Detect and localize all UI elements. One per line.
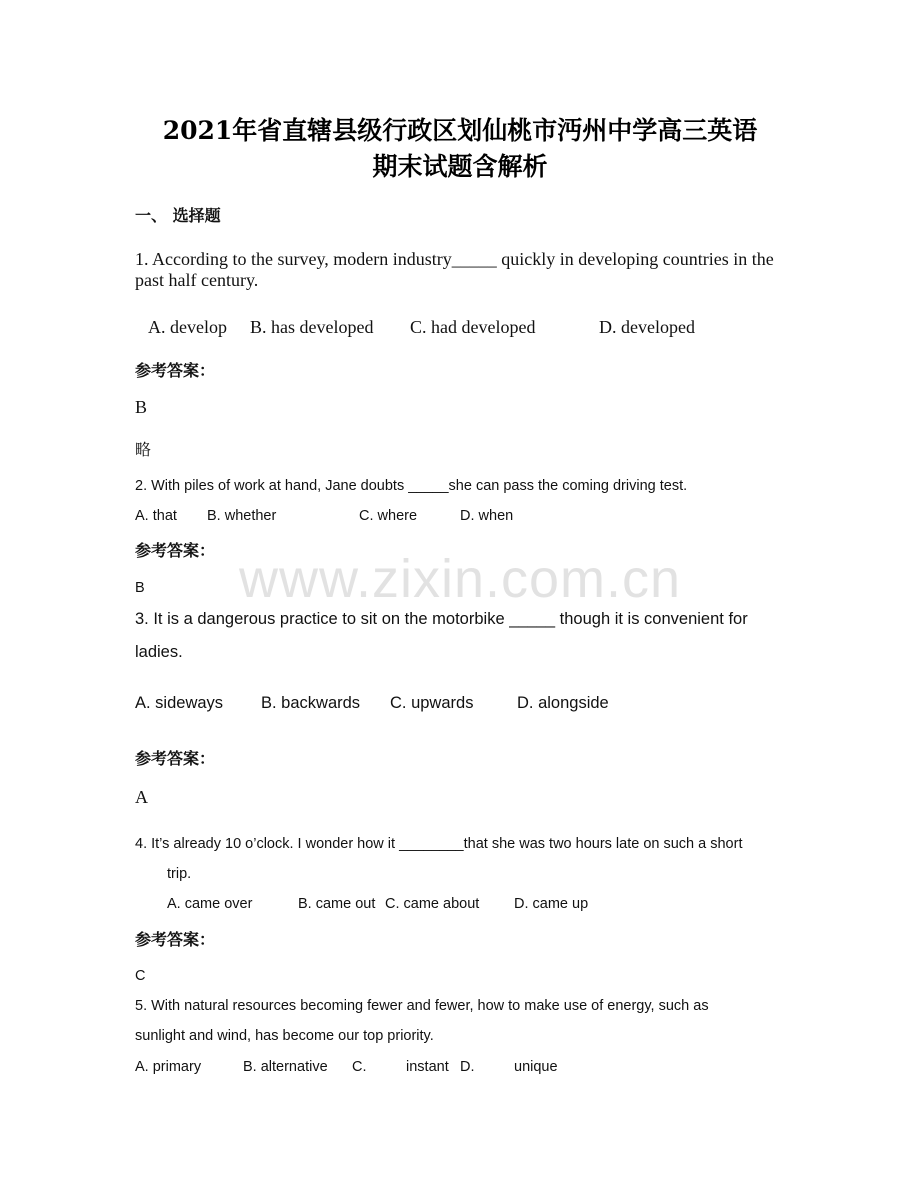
q1-option-d: D. developed bbox=[599, 317, 695, 337]
q1-option-c: C. had developed bbox=[410, 317, 536, 337]
q2-option-c: C. where bbox=[359, 508, 418, 524]
q1-option-a: A. develop bbox=[148, 317, 227, 337]
q3-option-c: C. upwards bbox=[390, 694, 474, 712]
q3-text-line2: ladies. bbox=[135, 643, 183, 661]
q1-answer: B bbox=[135, 397, 148, 417]
q4-option-a: A. came over bbox=[167, 896, 253, 912]
q5-option-d-text: unique bbox=[514, 1059, 558, 1075]
q4-option-d: D. came up bbox=[514, 896, 589, 912]
q1-answer-label: 参考答案： bbox=[135, 361, 216, 380]
q4-option-b: B. came out bbox=[298, 896, 376, 912]
q3-option-a: A. sideways bbox=[135, 694, 224, 712]
q2-text-line1: 2. With piles of work at hand, Jane doubts _____she can pass the coming driving test. bbox=[135, 478, 688, 494]
q4-text-line1: 4. It’s already 10 o’clock. I wonder how it ________that she was two hours late on such a short bbox=[135, 836, 743, 852]
q4-option-c: C. came about bbox=[385, 896, 480, 912]
q3-option-d: D. alongside bbox=[517, 694, 609, 712]
q1-option-b: B. has developed bbox=[250, 317, 374, 337]
q4-answer: C bbox=[135, 968, 146, 984]
q5-text-line2: sunlight and wind, has become our top priority. bbox=[135, 1028, 434, 1044]
document-title-line1: 2021年省直辖县级行政区划仙桃市沔州中学高三英语 bbox=[162, 116, 758, 145]
q2-option-d: D. when bbox=[460, 508, 514, 524]
q3-answer-label: 参考答案： bbox=[135, 749, 216, 768]
q2-option-b: B. whether bbox=[207, 508, 277, 524]
q5-option-a: A. primary bbox=[135, 1059, 202, 1075]
q2-option-a: A. that bbox=[135, 508, 177, 524]
q5-option-c-label: C. bbox=[352, 1059, 367, 1075]
document-title-line2: 期末试题含解析 bbox=[372, 152, 548, 181]
q4-answer-label: 参考答案： bbox=[135, 930, 216, 949]
q4-text-line2: trip. bbox=[167, 866, 192, 882]
q5-option-b: B. alternative bbox=[243, 1059, 328, 1075]
q5-option-d-label: D. bbox=[460, 1059, 475, 1075]
q3-text-line1: 3. It is a dangerous practice to sit on the motorbike _____ though it is convenient for bbox=[135, 610, 748, 628]
q2-answer-label: 参考答案： bbox=[135, 541, 216, 560]
section-heading: 一、 选择题 bbox=[135, 206, 221, 225]
q3-option-b: B. backwards bbox=[261, 694, 361, 712]
q1-text-line2: past half century. bbox=[135, 270, 259, 290]
q3-answer: A bbox=[135, 787, 148, 807]
q1-text-line1: 1. According to the survey, modern industry_____ quickly in developing countries in the bbox=[135, 249, 774, 269]
q1-explanation: 略 bbox=[135, 440, 152, 459]
watermark: www.zixin.com.cn bbox=[238, 549, 682, 609]
q5-text-line1: 5. With natural resources becoming fewer and fewer, how to make use of energy, such as bbox=[135, 998, 709, 1014]
q5-option-c-text: instant bbox=[406, 1059, 449, 1075]
q2-answer: B bbox=[135, 580, 145, 596]
